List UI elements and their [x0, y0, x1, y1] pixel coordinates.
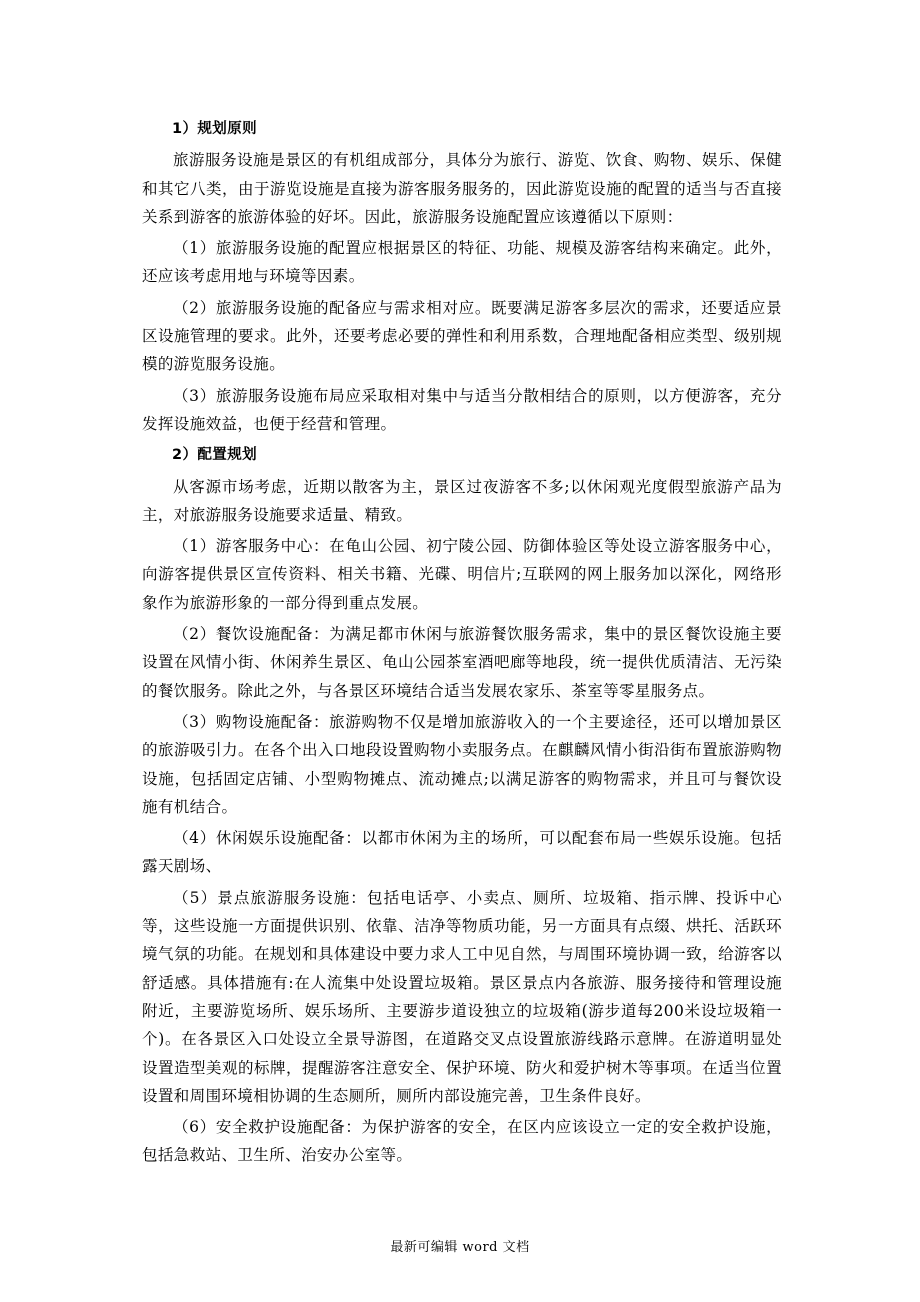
paragraph: （3）旅游服务设施布局应采取相对集中与适当分散相结合的原则，以方便游客，充分发挥设施效益，也便于经营和管理。 [142, 386, 782, 433]
paragraph: （1）旅游服务设施的配置应根据景区的特征、功能、规模及游客结构来确定。此外，还应该考虑用地与环境等因素。 [142, 239, 782, 286]
paragraph: （2）旅游服务设施的配备应与需求相对应。既要满足游客多层次的需求，还要适应景区设施管理的要求。此外，还要考虑必要的弹性和利用系数，合理地配备相应类型、级别规模的游览服务设施。 [142, 298, 782, 374]
section-heading: 2）配置规划 [172, 447, 257, 464]
paragraph: （1）游客服务中心：在龟山公园、初宁陵公园、防御体验区等处设立游客服务中心，向游客提供景区宣传资料、相关书籍、光碟、明信片;互联网的网上服务加以深化，网络形象作为旅游形象的一部分得到重点发展。 [142, 537, 782, 612]
paragraph: （4）休闲娱乐设施配备：以都市休闲为主的场所，可以配套布局一些娱乐设施。包括露天剧场、 [142, 829, 782, 876]
paragraph: （2）餐饮设施配备：为满足都市休闲与旅游餐饮服务需求，集中的景区餐饮设施主要设置在风情小街、休闲养生景区、龟山公园茶室酒吧廊等地段，统一提供优质清洁、无污染的餐饮服务。除此之外，与各景区环境结合适当发展农家乐、茶室等零星服务点。 [142, 625, 782, 700]
document-body [142, 115, 782, 1173]
section-configuration-planning [142, 441, 782, 1169]
section-planning-principles [142, 115, 782, 438]
paragraph: （5）景点旅游服务设施：包括电话亭、小卖点、厕所、垃圾箱、指示牌、投诉中心等，这些设施一方面提供识别、依靠、洁净等物质功能，另一方面具有点缀、烘托、活跃环境气氛的功能。在规划和具体建设中要力求人工中见自然，与周围环境协调一致，给游客以舒适感。具体措施有:在人流集中处设置垃圾箱。景区景点内各旅游、服务接待和管理设施附近，主要游览场所、娱乐场所、主要游步道设独立的垃圾箱(游步道每200米设垃圾箱一个)。在各景区入口处设立全景导游图，在道路交叉点设置旅游线路示意牌。在游道明显处设置造型美观的标牌，提醒游客注意安全、保护环境、防火和爱护树木等事项。在适当位置设置和周围环境相协调的生态厕所，厕所内部设施完善，卫生条件良好。 [142, 888, 782, 1105]
paragraph: （6）安全救护设施配备：为保护游客的安全，在区内应该设立一定的安全救护设施，包括急救站、卫生所、治安办公室等。 [142, 1118, 782, 1165]
section-heading: 1）规划原则 [172, 121, 257, 137]
page-footer: 最新可编辑 word 文档 [390, 1240, 530, 1255]
paragraph: 从客源市场考虑，近期以散客为主，景区过夜游客不多;以休闲观光度假型旅游产品为主，对旅游服务设施要求适量、精致。 [142, 477, 782, 524]
paragraph: 旅游服务设施是景区的有机组成部分，具体分为旅行、游览、饮食、购物、娱乐、保健和其它八类，由于游览设施是直接为游客服务服务的，因此游览设施的配置的适当与否直接关系到游客的旅游体验的好坏。因此，旅游服务设施配置应该遵循以下原则： [142, 151, 782, 226]
paragraph: （3）购物设施配备：旅游购物不仅是增加旅游收入的一个主要途径，还可以增加景区的旅游吸引力。在各个出入口地段设置购物小卖服务点。在麒麟风情小街沿街布置旅游购物设施，包括固定店铺、小型购物摊点、流动摊点;以满足游客的购物需求，并且可与餐饮设施有机结合。 [142, 712, 782, 816]
